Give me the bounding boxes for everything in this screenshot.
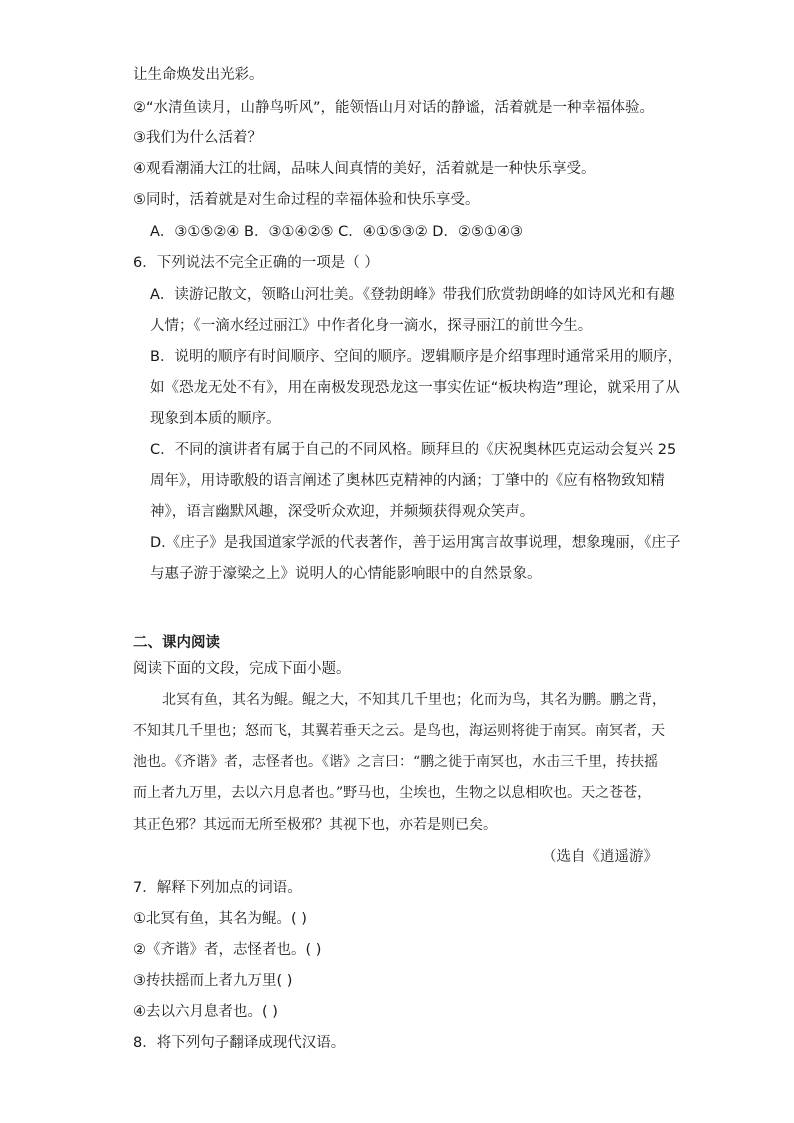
q6-option-c: C．不同的演讲者有属于自己的不同风格。顾拜旦的《庆祝奥林匹克运动会复兴 25	[150, 442, 677, 458]
q7-item-4: ④去以六月息者也。( )	[133, 1004, 278, 1020]
q6-option-d-cont: 与惠子游于濠梁之上》说明人的心情能影响眼中的自然景象。	[150, 566, 542, 582]
classical-passage-line: 池也。《齐谐》者，志怪者也。《谐》之言曰：“鹏之徙于南冥也，水击三千里，抟扶摇	[133, 754, 659, 770]
answer-options: A．③①⑤②④ B．③①④②⑤ C．④①⑤③② D．②⑤①④③	[150, 224, 523, 240]
q6-option-a-cont: 人情；《一滴水经过丽江》中作者化身一滴水，探寻丽江的前世今生。	[150, 318, 593, 334]
question-6: 6．下列说法不完全正确的一项是（ ）	[133, 255, 379, 271]
classical-passage-line: 其正色邪？其远而无所至极邪？其视下也，亦若是则已矣。	[133, 817, 497, 833]
sentence-2: ②“水清鱼读月，山静鸟听风”，能领悟山月对话的静谧，活着就是一种幸福体验。	[133, 100, 655, 116]
q6-option-b-cont: 现象到本质的顺序。	[150, 411, 281, 427]
text-line: 让生命焕发出光彩。	[133, 67, 264, 83]
passage-source: （选自《逍遥游》	[542, 849, 658, 865]
q6-option-b: B．说明的顺序有时间顺序、空间的顺序。逻辑顺序是介绍事理时通常采用的顺序，	[150, 349, 682, 365]
q7-item-1: ①北冥有鱼，其名为鲲。( )	[133, 911, 307, 927]
question-8: 8．将下列句子翻译成现代汉语。	[133, 1035, 346, 1051]
q7-item-3: ③抟扶摇而上者九万里( )	[133, 973, 293, 989]
q6-option-c-cont: 神》，语言幽默风趣，深受听众欢迎，并频频获得观众笑声。	[150, 504, 535, 520]
q6-option-d: D.《庄子》是我国道家学派的代表著作，善于运用寓言故事说理，想象瑰丽，《庄子	[150, 535, 681, 551]
question-7: 7．解释下列加点的词语。	[133, 880, 302, 896]
section-heading: 二、课内阅读	[133, 635, 220, 651]
q7-item-2: ②《齐谐》者，志怪者也。( )	[133, 942, 322, 958]
classical-passage-line: 不知其几千里也；怒而飞，其翼若垂天之云。是鸟也，海运则将徙于南冥。南冥者，天	[133, 723, 665, 739]
classical-passage-line: 北冥有鱼，其名为鲲。鲲之大，不知其几千里也；化而为鸟，其名为鹏。鹏之背，	[162, 692, 666, 708]
q6-option-a: A．读游记散文，领略山河壮美。《登勃朗峰》带我们欣赏勃朗峰的如诗风光和有趣	[150, 287, 675, 303]
q6-option-b-cont: 如《恐龙无处不有》，用在南极发现恐龙这一事实佐证“板块构造”理论，就采用了从	[150, 380, 680, 396]
classical-passage-line: 而上者九万里，去以六月息者也。”野马也，尘埃也，生物之以息相吹也。天之苍苍，	[133, 785, 652, 801]
sentence-3: ③我们为什么活着？	[133, 130, 262, 146]
sentence-4: ④观看潮涌大江的壮阔，品味人间真情的美好，活着就是一种快乐享受。	[133, 161, 596, 177]
q6-option-c-cont: 周年》，用诗歌般的语言阐述了奥林匹克精神的内涵；丁肇中的《应有格物致知精	[150, 473, 665, 489]
sentence-5: ⑤同时，活着就是对生命过程的幸福体验和快乐享受。	[133, 192, 480, 208]
instruction: 阅读下面的文段，完成下面小题。	[133, 661, 351, 677]
